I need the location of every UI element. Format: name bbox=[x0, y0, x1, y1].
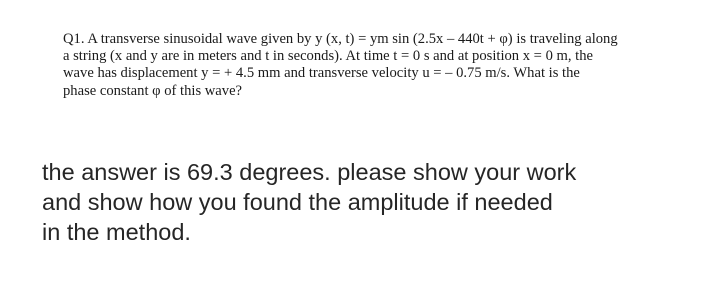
question-line-1: Q1. A transverse sinusoidal wave given by y (x, t) = ym sin (2.5x – 440t + φ) is traveling along bbox=[63, 31, 618, 47]
note-line-2: and show how you found the amplitude if needed bbox=[42, 189, 553, 215]
question-line-2: a string (x and y are in meters and t in seconds). At time t = 0 s and at position x = 0 m, the bbox=[63, 48, 593, 65]
question-line-4: phase constant φ of this wave? bbox=[63, 82, 243, 99]
question-text bbox=[63, 31, 663, 100]
question-line-3: wave has displacement y = + 4.5 mm and transverse velocity u = – 0.75 m/s. What is the bbox=[63, 65, 580, 82]
user-note bbox=[42, 157, 692, 247]
note-line-1: the answer is 69.3 degrees. please show your work bbox=[42, 159, 577, 185]
note-line-3: in the method. bbox=[42, 219, 191, 245]
